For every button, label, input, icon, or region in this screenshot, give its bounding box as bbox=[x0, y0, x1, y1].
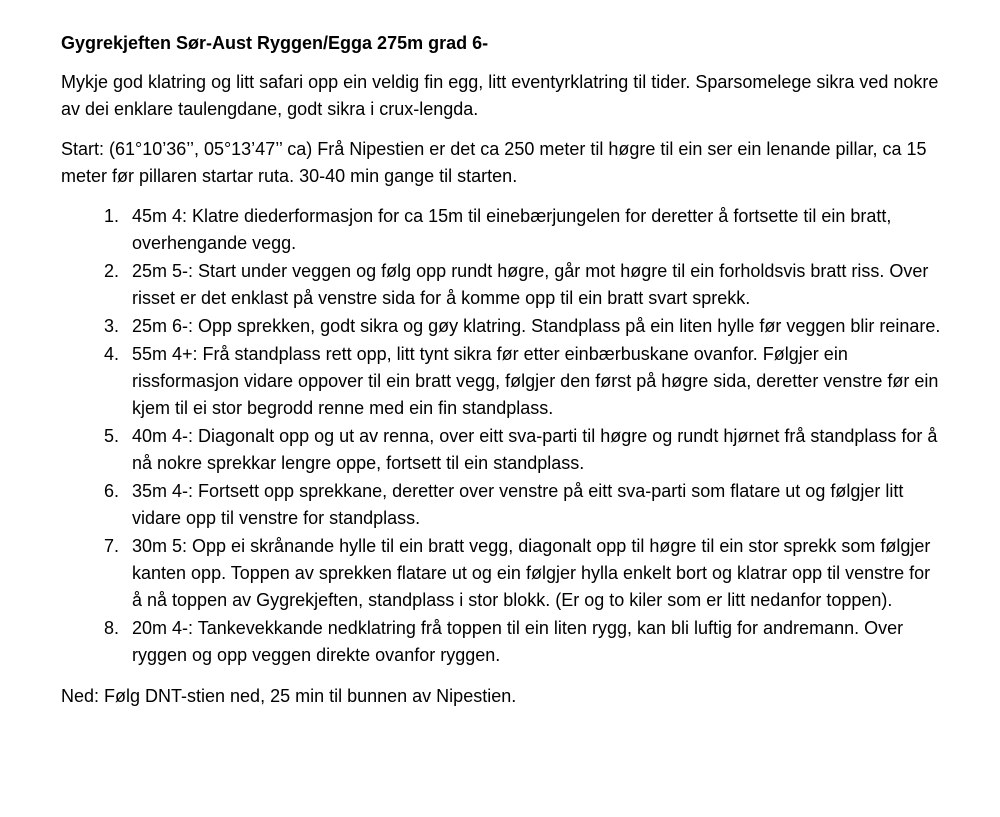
pitch-text: 35m 4-: Fortsett opp sprekkane, deretter over venstre på eitt sva-parti som flatare ut og følgjer litt vidare opp til venstre for standplass. bbox=[132, 481, 904, 528]
pitch-item-5 bbox=[61, 423, 941, 477]
pitch-item-3 bbox=[61, 313, 941, 340]
pitch-text: 30m 5: Opp ei skrånande hylle til ein bratt vegg, diagonalt opp til høgre til ein stor sprekk som følgjer kanten opp. Toppen av sprekken flatare ut og ein følgjer hylla enkelt bort og klatrar opp til venstre for å nå toppen av Gygrekjeften, standplass i stor blokk. (Er og to kiler som er litt nedanfor toppen). bbox=[132, 536, 931, 610]
pitch-number: 6. bbox=[104, 481, 120, 501]
pitch-number: 1. bbox=[104, 206, 120, 226]
pitch-text: 40m 4-: Diagonalt opp og ut av renna, over eitt sva-parti til høgre og rundt hjørnet frå standplass for å nå nokre sprekkar lengre oppe, fortsett til ein standplass. bbox=[132, 426, 938, 473]
route-intro: Mykje god klatring og litt safari opp ein veldig fin egg, litt eventyrklatring til tider. Sparsomelege sikra ved nokre av dei enklare taulengdane, godt sikra i crux-lengda. bbox=[61, 72, 939, 119]
route-title: Gygrekjeften Sør-Aust Ryggen/Egga 275m grad 6- bbox=[61, 33, 489, 53]
pitch-item-2 bbox=[61, 258, 941, 312]
pitch-item-1 bbox=[61, 203, 941, 257]
pitch-number: 8. bbox=[104, 618, 120, 638]
pitch-text: 20m 4-: Tankevekkande nedklatring frå toppen til ein liten rygg, kan bli luftig for andremann. Over ryggen og opp veggen direkte ovanfor ryggen. bbox=[132, 618, 904, 665]
pitch-number: 3. bbox=[104, 316, 120, 336]
pitch-text: 55m 4+: Frå standplass rett opp, litt tynt sikra før etter einbærbuskane ovanfor. Følgjer ein rissformasjon vidare oppover til ein bratt vegg, følgjer den først på høgre sida, deretter venstre før ein kjem til ei stor begrodd renne med ein fin standplass. bbox=[132, 344, 939, 418]
pitch-item-4 bbox=[61, 341, 941, 422]
route-start: Start: (61°10’36’’, 05°13’47’’ ca) Frå Nipestien er det ca 250 meter til høgre til ein ser ein lenande pillar, ca 15 meter før pillaren startar ruta. 30-40 min gange til starten. bbox=[61, 139, 927, 186]
pitch-number: 7. bbox=[104, 536, 120, 556]
pitch-number: 2. bbox=[104, 261, 120, 281]
pitch-item-8 bbox=[61, 615, 941, 669]
pitch-number: 5. bbox=[104, 426, 120, 446]
pitch-list bbox=[61, 203, 941, 669]
document-page bbox=[61, 30, 941, 723]
pitch-text: 45m 4: Klatre diederformasjon for ca 15m til einebærjungelen for deretter å fortsette til ein bratt, overhengande vegg. bbox=[132, 206, 892, 253]
pitch-item-7 bbox=[61, 533, 941, 614]
pitch-text: 25m 6-: Opp sprekken, godt sikra og gøy klatring. Standplass på ein liten hylle før veggen blir reinare. bbox=[132, 316, 941, 336]
pitch-item-6 bbox=[61, 478, 941, 532]
pitch-number: 4. bbox=[104, 344, 120, 364]
pitch-text: 25m 5-: Start under veggen og følg opp rundt høgre, går mot høgre til ein forholdsvis bratt riss. Over risset er det enklast på venstre sida for å komme opp til ein bratt svart sprekk. bbox=[132, 261, 929, 308]
route-descent: Ned: Følg DNT-stien ned, 25 min til bunnen av Nipestien. bbox=[61, 686, 517, 706]
